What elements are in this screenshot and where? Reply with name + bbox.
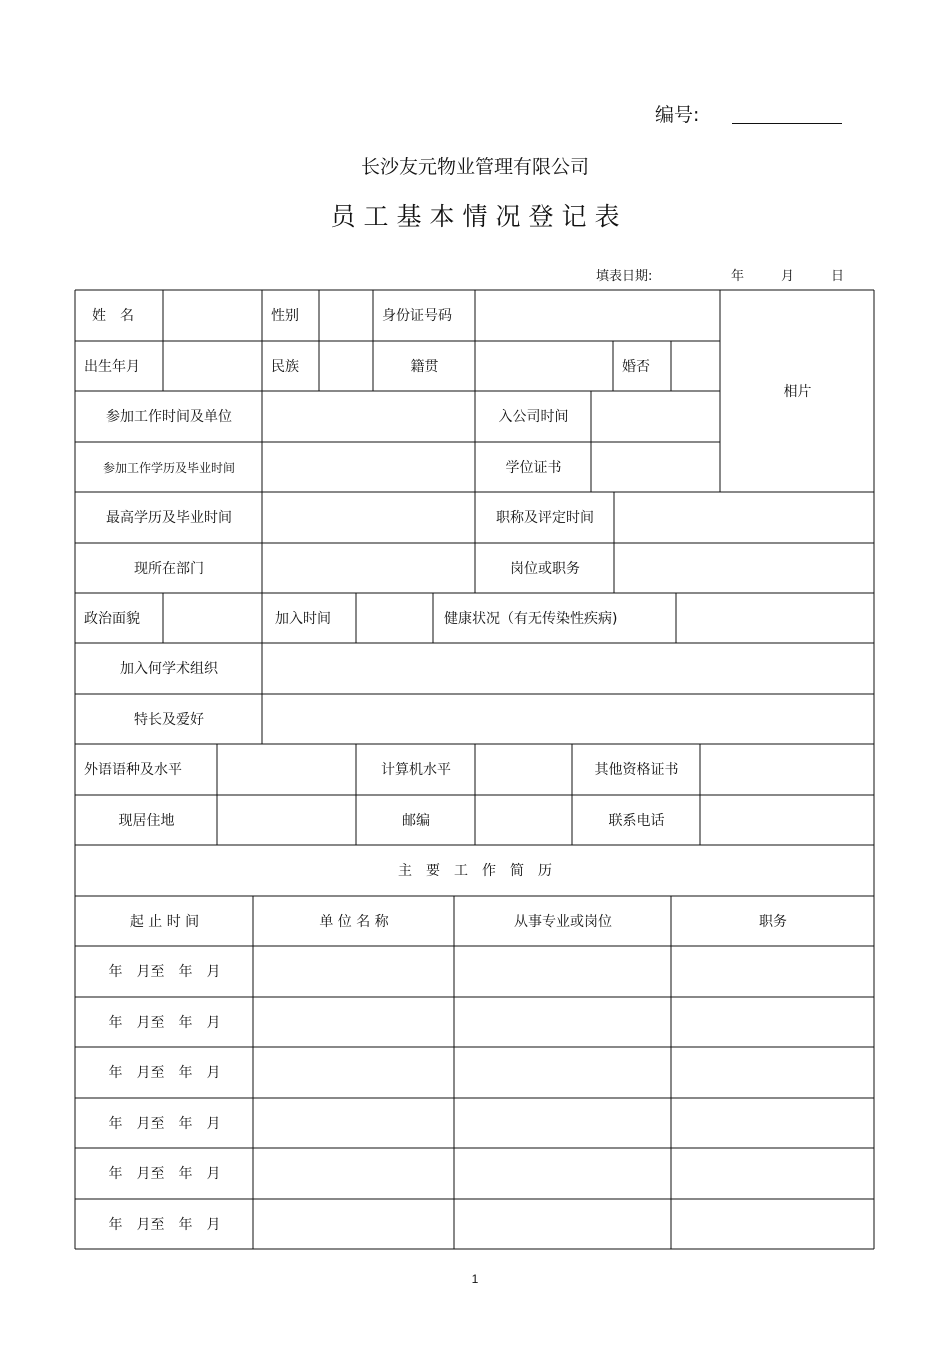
specialty-cell[interactable] [455, 947, 671, 996]
work-history-title: 主 要 工 作 简 历 [398, 863, 552, 879]
academic-org-field[interactable] [263, 644, 874, 694]
work-education-field[interactable] [263, 443, 475, 492]
skills-label: 特长及爱好 [134, 711, 204, 728]
title-rank-field[interactable] [615, 493, 874, 543]
degree-label: 学位证书 [505, 459, 562, 476]
id-number-field[interactable] [476, 291, 720, 341]
period-cell[interactable]: 年 月至 年 月 [108, 1064, 221, 1081]
work-education-label: 参加工作学历及毕业时间 [102, 460, 235, 475]
foreign-language-field[interactable] [218, 745, 356, 795]
name-field[interactable] [164, 291, 262, 341]
job-title-cell[interactable] [672, 998, 874, 1047]
postcode-label: 邮编 [402, 812, 430, 829]
gender-field[interactable] [320, 291, 373, 341]
degree-field[interactable] [592, 443, 720, 492]
job-title-cell[interactable] [672, 1149, 874, 1198]
computer-field[interactable] [476, 745, 572, 795]
period-cell[interactable]: 年 月至 年 月 [108, 1216, 221, 1233]
other-cert-label: 其他资格证书 [594, 762, 679, 778]
join-company-label: 入公司时间 [498, 409, 569, 425]
skills-field[interactable] [263, 695, 874, 744]
academic-org-label: 加入何学术组织 [120, 661, 218, 677]
birth-field[interactable] [164, 342, 262, 391]
marital-field[interactable] [672, 342, 720, 391]
job-title-cell[interactable] [672, 1200, 874, 1249]
employer-cell[interactable] [254, 998, 454, 1047]
native-place-label: 籍贯 [410, 358, 439, 375]
period-cell[interactable]: 年 月至 年 月 [108, 1165, 221, 1182]
specialty-cell[interactable] [455, 1200, 671, 1249]
work-start-field[interactable] [263, 392, 475, 442]
join-company-field[interactable] [592, 392, 720, 442]
period-cell[interactable]: 年 月至 年 月 [108, 1014, 221, 1031]
employer-cell[interactable] [254, 1099, 454, 1148]
address-field[interactable] [218, 796, 356, 845]
highest-education-label: 最高学历及毕业时间 [106, 510, 232, 526]
column-specialty: 从事专业或岗位 [514, 913, 612, 930]
department-label: 现所在部门 [134, 560, 204, 577]
serial-number-label: 编号: [655, 104, 700, 126]
health-label: 健康状况（有无传染性疾病) [444, 610, 618, 627]
fill-date-day: 日 [831, 269, 845, 284]
position-field[interactable] [615, 544, 874, 593]
phone-field[interactable] [701, 796, 874, 845]
job-title-cell[interactable] [672, 1099, 874, 1148]
ethnicity-field[interactable] [320, 342, 373, 391]
fill-date-year: 年 [731, 269, 745, 284]
highest-education-field[interactable] [263, 493, 475, 543]
page-number: 1 [471, 1272, 479, 1286]
position-label: 岗位或职务 [510, 560, 580, 577]
other-cert-field[interactable] [701, 745, 874, 795]
department-field[interactable] [263, 544, 475, 593]
phone-label: 联系电话 [608, 812, 665, 829]
foreign-language-label: 外语语种及水平 [84, 762, 182, 778]
column-job-title: 职务 [759, 913, 787, 930]
native-place-field[interactable] [476, 342, 613, 391]
title-rank-label: 职称及评定时间 [496, 510, 594, 526]
employer-cell[interactable] [254, 1048, 454, 1097]
join-time-label: 加入时间 [275, 610, 331, 627]
political-label: 政治面貌 [84, 610, 140, 627]
health-field[interactable] [677, 594, 874, 643]
political-field[interactable] [164, 594, 262, 643]
name-label: 姓 名 [92, 308, 134, 324]
specialty-cell[interactable] [455, 1099, 671, 1148]
company-name: 长沙友元物业管理有限公司 [360, 156, 589, 178]
work-start-label: 参加工作时间及单位 [106, 409, 232, 425]
job-title-cell[interactable] [672, 947, 874, 996]
period-cell[interactable]: 年 月至 年 月 [108, 963, 221, 980]
form-title: 员工基本情况登记表 [330, 202, 628, 231]
employer-cell[interactable] [254, 1149, 454, 1198]
join-time-field[interactable] [357, 594, 433, 643]
ethnicity-label: 民族 [271, 358, 299, 375]
job-title-cell[interactable] [672, 1048, 874, 1097]
fill-date-label: 填表日期: [596, 269, 653, 284]
gender-label: 性别 [271, 308, 299, 324]
birth-label: 出生年月 [84, 358, 140, 375]
postcode-field[interactable] [476, 796, 572, 845]
period-cell[interactable]: 年 月至 年 月 [108, 1115, 221, 1132]
column-period: 起 止 时 间 [129, 913, 200, 930]
employer-cell[interactable] [254, 1200, 454, 1249]
id-number-label: 身份证号码 [382, 308, 452, 324]
specialty-cell[interactable] [455, 1048, 671, 1097]
marital-label: 婚否 [622, 358, 650, 375]
employer-cell[interactable] [254, 947, 454, 996]
address-label: 现居住地 [118, 812, 175, 829]
photo-box[interactable]: 相片 [783, 383, 812, 400]
specialty-cell[interactable] [455, 998, 671, 1047]
fill-date-month: 月 [781, 269, 795, 284]
specialty-cell[interactable] [455, 1149, 671, 1198]
computer-label: 计算机水平 [381, 762, 451, 778]
column-employer: 单 位 名 称 [319, 913, 389, 930]
